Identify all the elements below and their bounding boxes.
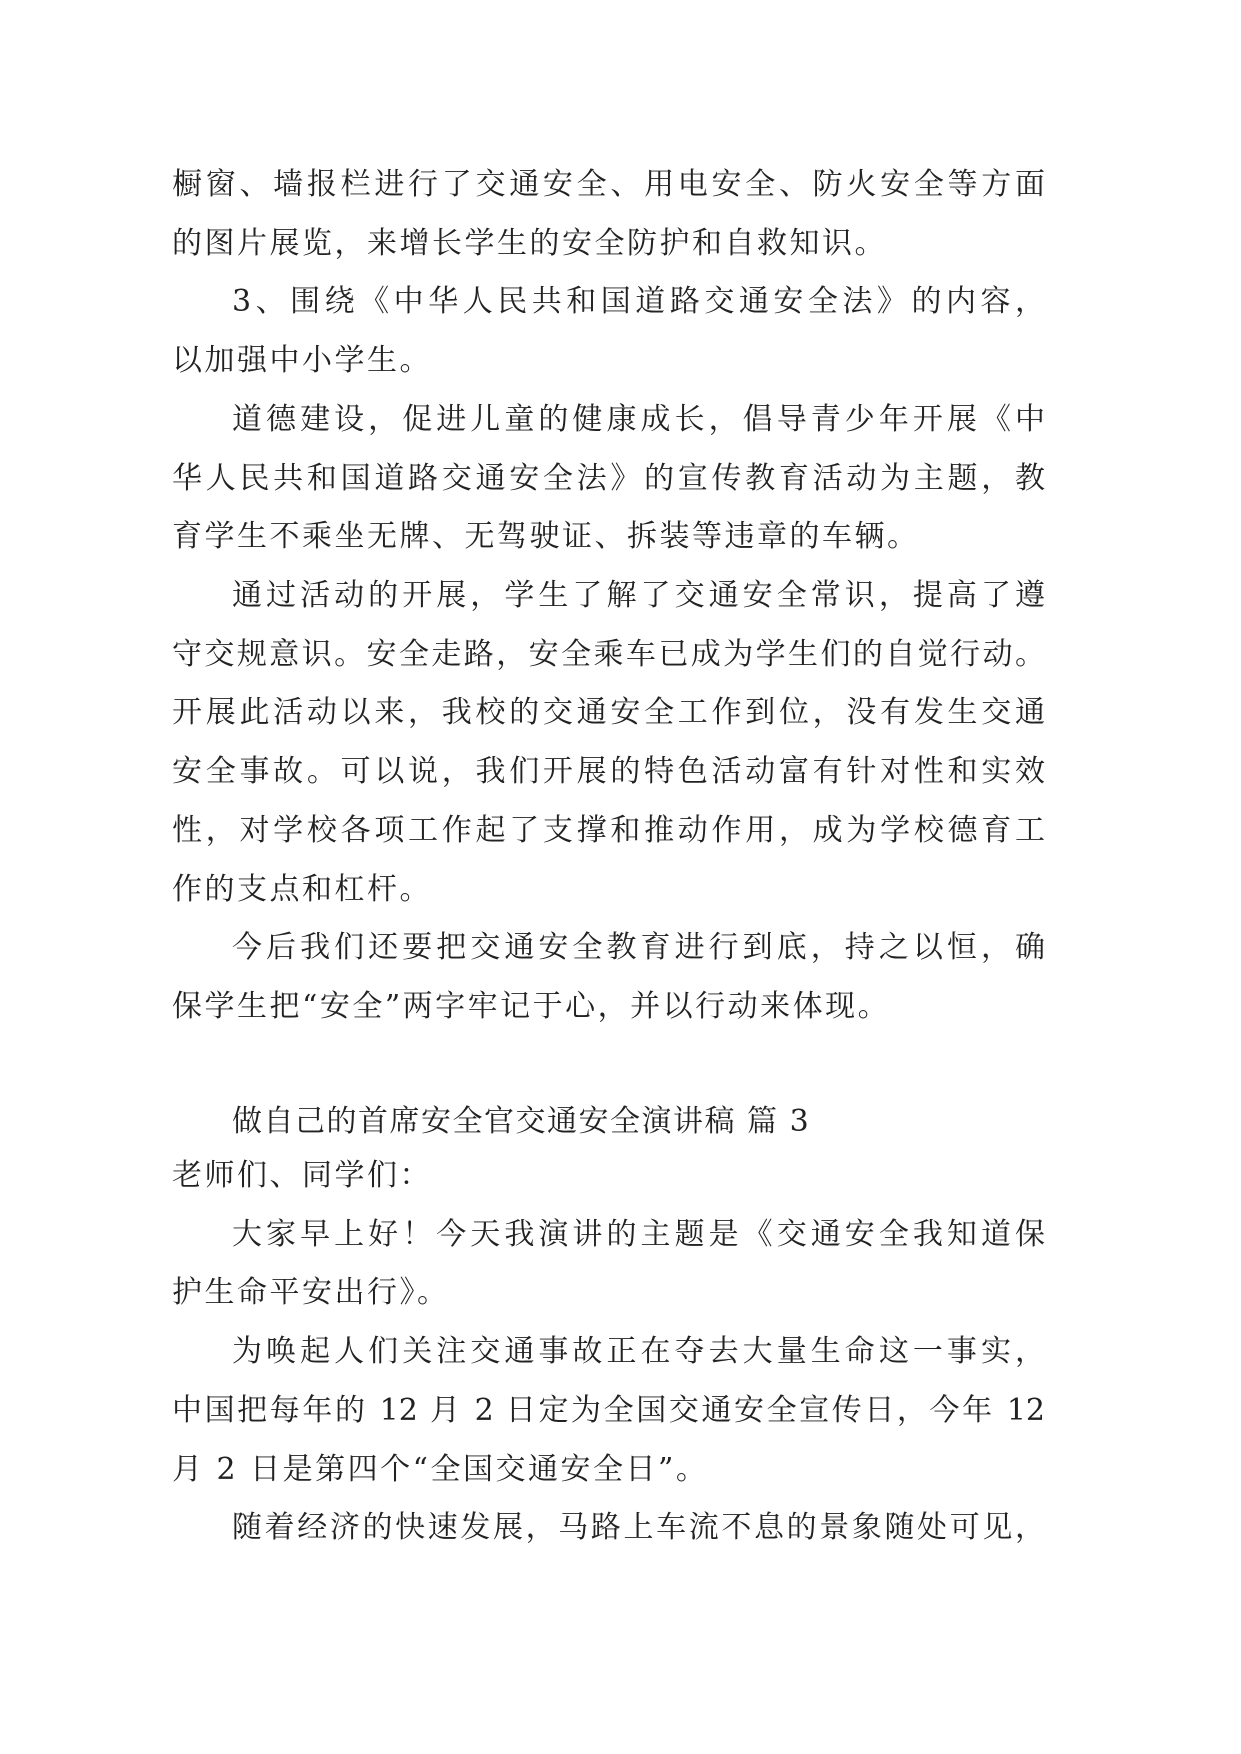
text-line: 保学生把“安全”两字牢记于心，并以行动来体现。: [172, 989, 891, 1024]
text-line: 护生命平安出行》。: [172, 1275, 450, 1310]
text-line: 以加强中小学生。: [172, 343, 432, 378]
section-heading: 做自己的首席安全官交通安全演讲稿 篇 3: [232, 1104, 811, 1139]
salutation: 老师们、同学们：: [172, 1158, 432, 1193]
text-line: 安全事故。可以说，我们开展的特色活动富有针对性和实效: [172, 754, 1045, 789]
text-line: 道德建设，促进儿童的健康成长，倡导青少年开展《中: [232, 402, 1045, 437]
text-line: 月 2 日是第四个“全国交通安全日”。: [172, 1452, 709, 1487]
text-line: 性，对学校各项工作起了支撑和推动作用，成为学校德育工: [172, 813, 1045, 848]
text-line: 通过活动的开展，学生了解了交通安全常识，提高了遵: [232, 578, 1045, 613]
text-line: 为唤起人们关注交通事故正在夺去大量生命这一事实，: [232, 1334, 1045, 1369]
text-line: 作的支点和杠杆。: [172, 872, 432, 907]
text-line: 今后我们还要把交通安全教育进行到底，持之以恒，确: [232, 930, 1045, 965]
text-line: 的图片展览，来增长学生的安全防护和自救知识。: [172, 226, 887, 261]
text-line: 育学生不乘坐无牌、无驾驶证、拆装等违章的车辆。: [172, 519, 920, 554]
text-line: 开展此活动以来，我校的交通安全工作到位，没有发生交通: [172, 695, 1045, 730]
text-line: 中国把每年的 12 月 2 日定为全国交通安全宣传日，今年 12: [172, 1393, 1045, 1428]
text-line: 华人民共和国道路交通安全法》的宣传教育活动为主题，教: [172, 461, 1045, 496]
text-line: 守交规意识。安全走路，安全乘车已成为学生们的自觉行动。: [172, 637, 1045, 672]
text-line: 随着经济的快速发展，马路上车流不息的景象随处可见，: [232, 1510, 1045, 1545]
text-line: 大家早上好！今天我演讲的主题是《交通安全我知道保: [232, 1217, 1045, 1252]
text-line: 橱窗、墙报栏进行了交通安全、用电安全、防火安全等方面: [172, 167, 1045, 202]
text-line: 3、围绕《中华人民共和国道路交通安全法》的内容，: [232, 284, 1045, 319]
